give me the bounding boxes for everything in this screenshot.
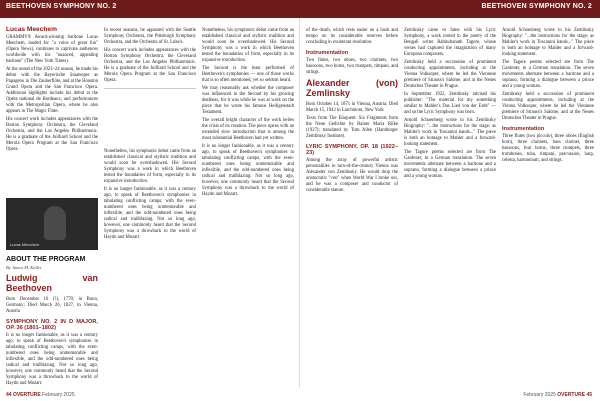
about-paragraph: Nonetheless, his symphonic debut came from an established classical and stylistic tradition and would soon be overshadowed. His Second Symphony was a work in which Beethoven tested the boundaries of form, especially in its expansive introduction. (202, 28, 294, 63)
bio-paragraph: In recent seasons, he appeared with the Seattle Symphony Orchestra, the Pittsburgh Symphony Orchestra, and the Orchestra of St. Luke's. (104, 28, 196, 45)
artist-photo (6, 198, 98, 250)
composer-dates: Born December 16 (?), 1770, in Bonn, Germany; Died March 26, 1827, in Vienna, Austria (6, 297, 98, 314)
body-paragraph: Among the array of powerful artistic personalities in turn-of-the-century Vienna was Alexander von Zemlinsky. He would drop the aristocratic "von" when World War I broke out, and he was a composer and conductor of considerable stature. (306, 158, 398, 193)
instrumentation-heading: Instrumentation (502, 126, 545, 132)
right-magazine-name: OVERTURE (557, 392, 586, 398)
about-paragraph: It is no longer fashionable, as it was a century ago, to speak of Beethoven's symphonies in tabulating conflicting camps, with the even-numbered ones being unmemorable and inflexible, and the odd-numbered ones being radical and trailblazing. Not so long ago, however, one commonly heard that the Second Symphony was a throwback to the world of Haydn and Mozart. (6, 333, 98, 386)
left-col-3 (202, 22, 294, 200)
body-paragraph: In September 1922, Zemlinsky advised his publisher: "The material for my something similar to Mahler's Das Lied von der Erde" — and so the Lyric Symphony was born. (404, 92, 496, 115)
instrumentation-text: Three flutes (two piccolo), three oboes (English horn), three clarinets, bass clarinet, three bassoons, four horns, three trumpets, three trombones, tuba, timpani, percussion, harp, celesta, harmonium, and strings. (502, 134, 594, 163)
about-paragraph: We may reasonably ask whether the composer was influenced in the Second by his growing deafness, for it was while he was at work on the piece that he wrote his famous Heiligenstadt Testament. (202, 86, 294, 115)
composer-heading: Ludwig van Beethoven (6, 273, 98, 293)
page-gutter (299, 18, 300, 388)
zemlinsky-dates: Born October 14, 1871 in Vienna, Austria; Died March 15, 1942 in Larchmont, New York (306, 102, 398, 113)
instrumentation-text: Two flutes, two oboes, two clarinets, two bassoons, two horns, two trumpets, timpani, and strings. (306, 58, 398, 75)
right-magazine-issue: February 2025 (523, 392, 556, 398)
left-magazine-name: OVERTURE (12, 392, 41, 398)
right-col-3 (502, 22, 594, 166)
zemlinsky-heading: Alexander (von) Zemlinsky (306, 78, 398, 98)
bio-heading: Lucas Meechem (6, 26, 57, 33)
portrait-silhouette (44, 206, 66, 240)
left-col-1-lower (6, 254, 98, 389)
left-col-2 (104, 22, 196, 243)
about-heading: ABOUT THE PROGRAM (6, 256, 86, 263)
body-paragraph: Zemlinsky held a succession of prominent conducting appointments, including at the Vienna Volksoper, where he led the Viennese premiere of Strauss's Salome, and at the Neues Deutsches Theater in Prague. (502, 92, 594, 121)
about-paragraph: It is no longer fashionable, as it was a century ago, to speak of Beethoven's symphonies in tabulating conflicting camps, with the even-numbered ones being unmemorable and inflexible, and the odd-numbered ones being radical and trailblazing. Not so long ago, however, one commonly heard that the Second Symphony was a throwback to the world of Haydn and Mozart. (104, 187, 196, 240)
about-paragraph: The overall bright character of the work belies the crisis of its creation. The piece opens with an extended slow introduction that is among the most substantial Beethoven had yet written. (202, 118, 294, 141)
texts-credit: Texts from The Eloquent: Six Fragments from the Neue Gedichte by Rainer Maria Rilke (1927); translated by Tom Allen (Hamburger Zemlinsky Institute). (306, 116, 398, 139)
right-footer (523, 392, 592, 398)
right-col-2 (404, 22, 496, 182)
body-paragraph: The Tagore poems selected are from The Gardener, in a German translation. The seven movements alternate between a baritone and a soprano, forming a dialogue between a prince and a young woman. (502, 60, 594, 89)
body-paragraph: Zemlinsky came to fame with his Lyric Symphony, a work rooted in the poetry of the Bengali writer Rabindranath Tagore, whose verses had captured the imagination of many European composers. (404, 28, 496, 57)
body-paragraph: Arnold Schoenberg wrote in his Zemlinsky Biography: "...the instructions for the stage; as Mahler's work in Toscanini hands..." The piece is both an homage to Mahler and a forward-looking statement. (502, 28, 594, 57)
right-running-title: BEETHOVEN SYMPHONY NO. 2 (481, 3, 592, 10)
photo-caption: Lucas Meechem (10, 242, 40, 247)
left-page-number: 44 (6, 392, 12, 398)
header-bar (0, 0, 600, 18)
lyric-symphony-heading: LYRIC SYMPHONY, OP. 18 (1922–23) (306, 144, 398, 156)
body-paragraph: The Tagore poems selected are from The Gardener, in a German translation. The seven movements alternate between a baritone and a soprano, forming a dialogue between a prince and a young woman. (404, 150, 496, 179)
about-paragraph: The Second is the least performed of Beethoven's symphonies — one of those works that is so often mentioned, yet so seldom heard. (202, 66, 294, 83)
body-paragraph: Zemlinsky held a succession of prominent conducting appointments, including at the Vienna Volksoper, where he led the Viennese premiere of Strauss's Salome, and at the Neues Deutsches Theater in Prague. (404, 60, 496, 89)
left-running-title: BEETHOVEN SYMPHONY NO. 2 (6, 3, 117, 10)
instrumentation-heading: Instrumentation (306, 50, 349, 56)
right-page-number: 45 (586, 392, 592, 398)
right-col-1 (306, 22, 398, 196)
bio-paragraph: His concert work includes appearances with the Boston Symphony Orchestra, the Cleveland Orchestra, and the Los Angeles Philharmonic. He is a graduate of the Juilliard School and the Merola Opera Program at the San Francisco Opera. (6, 117, 98, 152)
left-magazine-issue: February 2025 (42, 392, 75, 398)
about-byline: By James M. Keller (6, 265, 42, 270)
work-heading: SYMPHONY NO. 2 IN D MAJOR, OP. 36 (1801–1802) (6, 319, 98, 331)
bio-paragraph: GRAMMY® Award-winning baritone Lucas Meechem, lauded for "a voice of great fun" (Opera News), continues to captivate audiences worldwide with his "nuanced, appealing baritone" (The New York Times). (6, 35, 98, 64)
body-paragraph: Arnold Schoenberg wrote in his Zemlinsky Biography: "...the instructions for the stage; as Mahler's work in Toscanini hands..." The piece is both an homage to Mahler and a forward-looking statement. (404, 118, 496, 147)
left-col-1 (6, 22, 98, 155)
left-footer (6, 392, 75, 398)
divider (104, 88, 196, 89)
about-paragraph: Nonetheless, his symphonic debut came from an established classical and stylistic tradition and would soon be overshadowed. His Second Symphony was a work in which Beethoven tested the boundaries of form, especially in its expansive introduction. (104, 149, 196, 184)
body-paragraph: of the death, which rests easier on a hush and tempo on its considerable reserves before concluding in exuberant resolution. (306, 28, 398, 45)
about-paragraph: It is no longer fashionable, as it was a century ago, to speak of Beethoven's symphonies in tabulating conflicting camps, with the even-numbered ones being unmemorable and inflexible, and the odd-numbered ones being radical and trailblazing. Not so long ago, however, one commonly heard that the Second Symphony was a throwback to the world of Haydn and Mozart. (202, 144, 294, 197)
bio-paragraph: At the outset of the 2023–24 season, he made his debut with the Bayerische Staatsoper as Papageno in Die Zauberflöte, and at the Houston Grand Opera and the San Francisco Opera. Additional highlights include his debut at the Opéra national de Bordeaux, and performances with the Metropolitan Opera, where he also appears in The Magic Flute. (6, 67, 98, 114)
bio-paragraph: His concert work includes appearances with the Boston Symphony Orchestra, the Cleveland Orchestra, and the Los Angeles Philharmonic. He is a graduate of the Juilliard School and the Merola Opera Program at the San Francisco Opera. (104, 48, 196, 83)
